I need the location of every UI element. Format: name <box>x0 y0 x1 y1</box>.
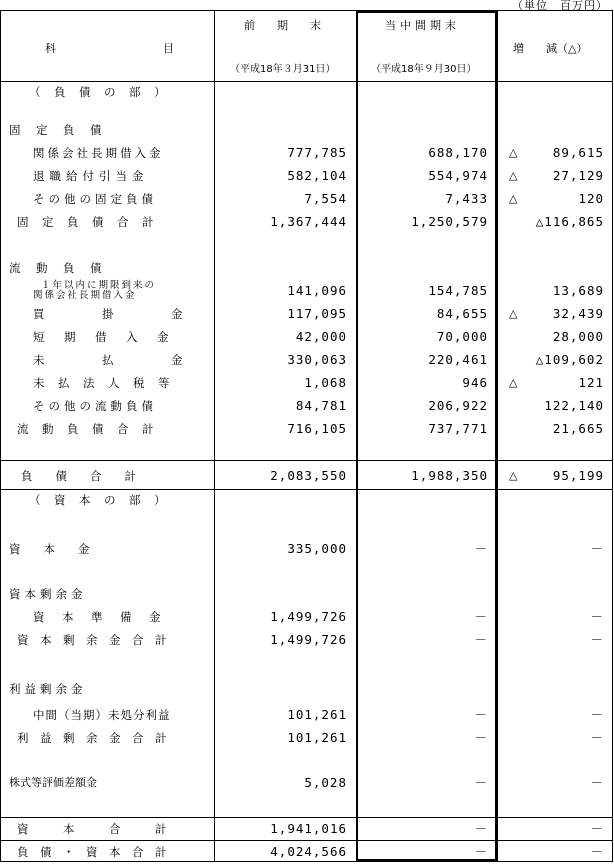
value-curr: 84,655 <box>436 306 488 321</box>
decrease-mark: △ <box>509 169 518 182</box>
value-diff: 28,000 <box>552 329 604 344</box>
row-label: 株式等評価差額金 <box>9 776 97 789</box>
value-curr: － <box>474 730 488 745</box>
row-label-line1: １年以内に期限到来の <box>41 280 157 291</box>
value-diff: 27,129 <box>552 168 604 183</box>
value-prev: 42,000 <box>295 329 347 344</box>
value-diff: 13,689 <box>552 283 604 298</box>
value-prev: 1,941,016 <box>270 821 347 836</box>
row-label: 未 払 法 人 税 等 <box>33 376 171 390</box>
value-curr: 737,771 <box>428 421 488 436</box>
decrease-mark: △ <box>509 307 518 320</box>
decrease-mark: △ <box>509 376 518 389</box>
value-diff: △116,865 <box>535 214 604 229</box>
row-label-total: 流 動 負 債 合 計 <box>17 422 155 436</box>
value-diff: － <box>590 821 604 836</box>
value-prev: 117,095 <box>287 306 347 321</box>
row-divider <box>1 489 612 490</box>
row-label: 資本剰余金 <box>9 587 87 601</box>
value-curr: － <box>474 632 488 647</box>
header-diff: 増 減（△） <box>513 42 588 55</box>
section-capital: （ 資 本 の 部 ） <box>29 493 167 507</box>
row-label: 固 定 負 債 <box>9 123 104 137</box>
value-diff: 21,665 <box>552 421 604 436</box>
value-diff: － <box>590 632 604 647</box>
value-curr: － <box>474 821 488 836</box>
value-curr: － <box>474 844 488 859</box>
value-curr: － <box>474 707 488 722</box>
header-item-left: 科 <box>45 42 56 55</box>
value-prev: 582,104 <box>287 168 347 183</box>
value-curr: － <box>474 775 488 790</box>
row-divider <box>1 817 612 818</box>
value-diff: △109,602 <box>535 352 604 367</box>
value-curr: 554,974 <box>428 168 488 183</box>
row-divider <box>1 840 612 841</box>
row-label: 短 期 借 入 金 <box>33 330 173 344</box>
value-prev: 1,499,726 <box>270 609 347 624</box>
value-diff: － <box>590 730 604 745</box>
row-label: 関係会社長期借入金 <box>33 146 164 160</box>
value-prev: 777,785 <box>287 145 347 160</box>
row-label: 中間（当期）未処分利益 <box>33 708 171 722</box>
current-period-frame-bottom <box>356 859 497 861</box>
header-curr-date: （平成18年９月30日） <box>371 64 477 75</box>
row-label: 買 掛 金 <box>33 307 183 321</box>
row-label: 退職給付引当金 <box>33 169 149 183</box>
value-prev: 141,096 <box>287 283 347 298</box>
value-prev: 5,028 <box>304 775 347 790</box>
col-divider <box>497 11 498 861</box>
row-label-total: 資 本 剰 余 金 合 計 <box>17 633 167 647</box>
value-diff: － <box>590 844 604 859</box>
header-divider <box>1 81 612 82</box>
value-curr: － <box>474 609 488 624</box>
row-label: 未 払 金 <box>33 353 183 367</box>
value-curr: 688,170 <box>428 145 488 160</box>
value-prev: 2,083,550 <box>270 468 347 483</box>
value-diff: 32,439 <box>552 306 604 321</box>
row-label-grand-total: 負 債 ・ 資 本 合 計 <box>17 845 167 859</box>
value-curr: 1,250,579 <box>411 214 488 229</box>
row-label-total: 利 益 剰 余 金 合 計 <box>17 731 167 745</box>
header-curr: 当中間期末 <box>385 19 460 32</box>
header-prev-date: （平成18年３月31日） <box>230 64 336 75</box>
value-prev: 4,024,566 <box>270 844 347 859</box>
value-diff: 95,199 <box>552 468 604 483</box>
value-prev: 101,261 <box>287 707 347 722</box>
value-prev: 84,781 <box>295 398 347 413</box>
value-prev: 1,068 <box>304 375 347 390</box>
row-label: 流 動 負 債 <box>9 261 104 275</box>
value-diff: 89,615 <box>552 145 604 160</box>
header-prev: 前 期 末 <box>244 19 321 32</box>
decrease-mark: △ <box>509 146 518 159</box>
value-diff: － <box>590 775 604 790</box>
current-period-frame-top <box>356 11 497 13</box>
value-curr: 206,922 <box>428 398 488 413</box>
value-diff: － <box>590 707 604 722</box>
row-divider <box>1 460 612 461</box>
header-item-right: 目 <box>163 42 174 55</box>
value-curr: 154,785 <box>428 283 488 298</box>
value-prev: 335,000 <box>287 541 347 556</box>
value-curr: 1,988,350 <box>411 468 488 483</box>
decrease-mark: △ <box>509 192 518 205</box>
section-liabilities: （ 負 債 の 部 ） <box>29 85 167 99</box>
row-label: 資 本 準 備 金 <box>33 610 164 624</box>
row-label-line2: 関係会社長期借入金 <box>33 290 137 301</box>
row-label-total: 資 本 合 計 <box>17 822 167 836</box>
value-curr: 946 <box>462 375 488 390</box>
value-diff: － <box>590 541 604 556</box>
value-prev: 1,367,444 <box>270 214 347 229</box>
unit-label: （単位 百万円） <box>512 0 608 12</box>
row-label-total: 固 定 負 債 合 計 <box>17 215 155 229</box>
row-label-total: 負 債 合 計 <box>21 469 136 483</box>
row-label: 資 本 金 <box>9 542 90 556</box>
value-curr: － <box>474 541 488 556</box>
col-divider <box>214 11 215 861</box>
value-diff: 120 <box>578 191 604 206</box>
value-diff: － <box>590 609 604 624</box>
value-curr: 70,000 <box>436 329 488 344</box>
balance-sheet-table <box>0 10 613 862</box>
row-label: その他の固定負債 <box>33 192 157 206</box>
value-prev: 1,499,726 <box>270 632 347 647</box>
value-curr: 220,461 <box>428 352 488 367</box>
value-prev: 716,105 <box>287 421 347 436</box>
value-prev: 330,063 <box>287 352 347 367</box>
value-diff: 122,140 <box>544 398 604 413</box>
value-prev: 101,261 <box>287 730 347 745</box>
value-curr: 7,433 <box>445 191 488 206</box>
row-label: その他の流動負債 <box>33 399 157 413</box>
decrease-mark: △ <box>509 469 518 482</box>
row-label: 利益剰余金 <box>9 682 87 696</box>
value-prev: 7,554 <box>304 191 347 206</box>
value-diff: 121 <box>578 375 604 390</box>
